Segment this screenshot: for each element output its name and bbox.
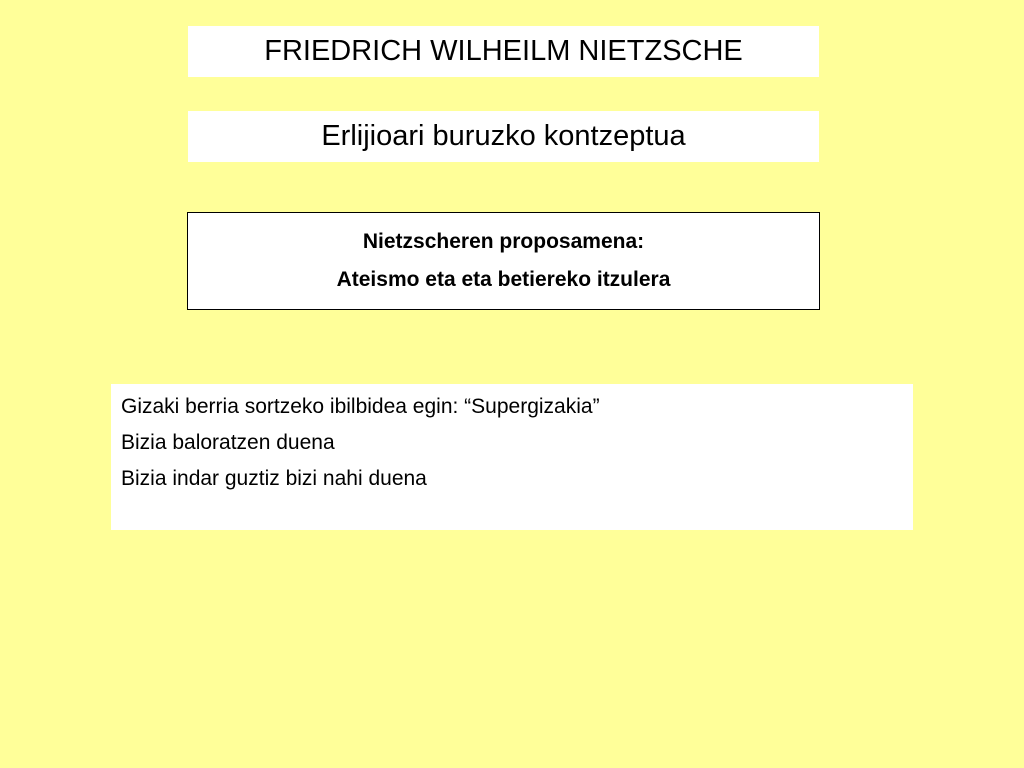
subtitle-box — [188, 111, 819, 162]
list-box — [111, 384, 913, 530]
slide-subtitle: Erlijioari buruzko kontzeptua — [321, 120, 686, 152]
title-box — [188, 26, 819, 77]
list-item: Bizia baloratzen duena — [121, 431, 335, 454]
list-item: Gizaki berria sortzeko ibilbidea egin: “Supergizakia” — [121, 395, 600, 418]
proposal-heading: Nietzscheren proposamena: — [362, 230, 645, 253]
proposal-box — [187, 212, 820, 310]
proposal-text: Ateismo eta eta betiereko itzulera — [336, 268, 671, 291]
list-item: Bizia indar guztiz bizi nahi duena — [121, 467, 427, 490]
slide-title: FRIEDRICH WILHEILM NIETZSCHE — [264, 35, 743, 67]
